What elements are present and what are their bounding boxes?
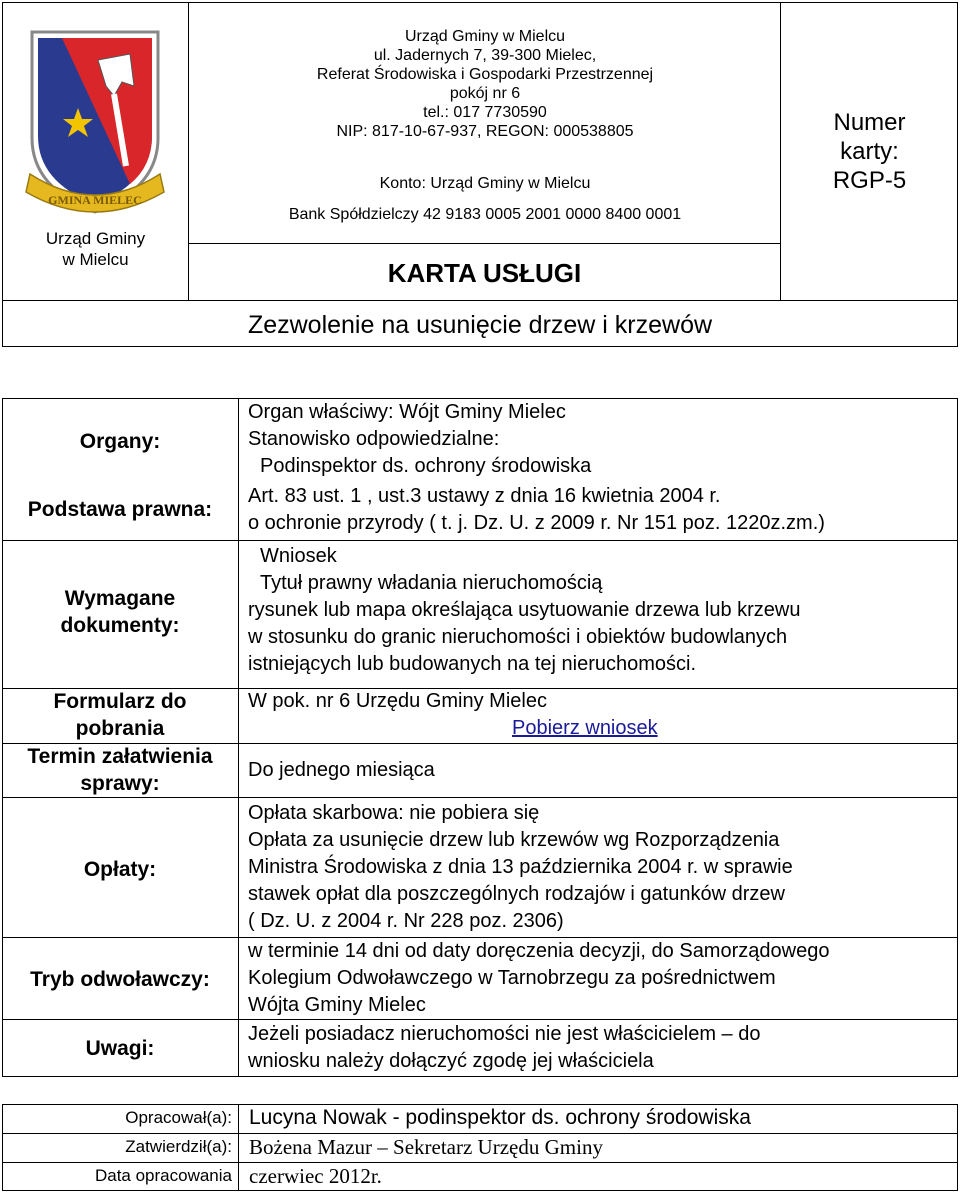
label-line: Formularz do bbox=[53, 690, 187, 713]
organy-line: Podinspektor ds. ochrony środowiska bbox=[260, 455, 592, 477]
document-item: Wniosek bbox=[260, 545, 337, 567]
oplaty-line: Opłata skarbowa: nie pobiera się bbox=[248, 802, 540, 824]
row-divider bbox=[2, 1019, 958, 1020]
office-address bbox=[189, 27, 781, 141]
subject-cell bbox=[2, 300, 958, 347]
card-number-cell bbox=[781, 108, 958, 195]
logo-caption bbox=[2, 228, 189, 270]
card-title-cell bbox=[189, 243, 780, 300]
tryb-line: w terminie 14 dni od daty doręczenia decyzji, do Samorządowego bbox=[248, 940, 830, 962]
termin-value: Do jednego miesiąca bbox=[248, 759, 435, 781]
date-label: Data opracowania bbox=[94, 1166, 232, 1185]
download-form-link[interactable]: Pobierz wniosek bbox=[512, 717, 658, 739]
label-formularz bbox=[2, 688, 238, 742]
approved-by-label: Zatwierdził(a): bbox=[125, 1137, 232, 1156]
row-divider bbox=[2, 797, 958, 798]
office-line: Urząd Gminy w Mielcu bbox=[404, 28, 566, 45]
document-item: Tytuł prawny władania nieruchomością bbox=[260, 572, 603, 594]
formularz-location: W pok. nr 6 Urzędu Gminy Mielec bbox=[248, 690, 547, 712]
label-podstawa-prawna: Podstawa prawna: bbox=[27, 498, 213, 521]
prepared-by-value: Lucyna Nowak - podinspektor ds. ochrony środowiska bbox=[249, 1106, 751, 1129]
coat-of-arms-logo bbox=[2, 16, 189, 231]
tryb-line: Kolegium Odwoławczego w Tarnobrzegu za pośrednictwem bbox=[248, 967, 776, 989]
bank-line: Bank Spółdzielczy 42 9183 0005 2001 0000 8400 0001 bbox=[288, 206, 682, 223]
card-number-value: RGP-5 bbox=[832, 167, 907, 194]
label-line: dokumenty: bbox=[60, 614, 180, 637]
dokumenty-value bbox=[239, 543, 957, 678]
label-line: pobrania bbox=[75, 717, 165, 740]
document-item: rysunek lub mapa określająca usytuowanie drzewa lub krzewu bbox=[248, 599, 801, 621]
logo-cell bbox=[2, 2, 189, 300]
organy-line: Organ właściwy: Wójt Gminy Mielec bbox=[248, 401, 566, 423]
card-title: KARTA USŁUGI bbox=[387, 258, 582, 288]
logo-caption-line-2: w Mielcu bbox=[62, 250, 129, 269]
oplaty-line: stawek opłat dla poszczególnych rodzajów i gatunków drzew bbox=[248, 883, 785, 905]
document-item: w stosunku do granic nieruchomości i obiektów budowlanych bbox=[248, 626, 788, 648]
label-line: Termin załatwienia bbox=[27, 745, 213, 768]
podstawa-line: Art. 83 ust. 1 , ust.3 ustawy z dnia 16 kwietnia 2004 r. bbox=[248, 485, 721, 507]
label-organy: Organy: bbox=[79, 430, 161, 453]
office-line: pokój nr 6 bbox=[449, 85, 521, 102]
uwagi-value bbox=[239, 1021, 957, 1075]
row-divider bbox=[2, 540, 958, 541]
podstawa-value bbox=[239, 483, 957, 537]
office-line: NIP: 817-10-67-937, REGON: 000538805 bbox=[336, 123, 634, 140]
label-tryb-odwolawczy: Tryb odwoławczy: bbox=[30, 968, 210, 991]
tryb-line: Wójta Gminy Mielec bbox=[248, 994, 426, 1016]
oplaty-line: ( Dz. U. z 2004 r. Nr 228 poz. 2306) bbox=[248, 910, 564, 932]
tryb-value bbox=[239, 938, 957, 1019]
label-oplaty: Opłaty: bbox=[83, 858, 157, 881]
label-line: Wymagane bbox=[64, 587, 176, 610]
oplaty-line: Opłata za usunięcie drzew lub krzewów wg Rozporządzenia bbox=[248, 829, 780, 851]
card-number-label-2: karty: bbox=[840, 138, 899, 165]
label-uwagi: Uwagi: bbox=[85, 1037, 155, 1060]
uwagi-line: Jeżeli posiadacz nieruchomości nie jest właścicielem – do bbox=[248, 1023, 761, 1045]
date-value: czerwiec 2012r. bbox=[249, 1164, 382, 1188]
label-termin bbox=[2, 743, 238, 797]
label-wymagane-dokumenty bbox=[2, 585, 238, 639]
prepared-by-label: Opracował(a): bbox=[125, 1108, 232, 1127]
formularz-value bbox=[239, 688, 957, 742]
logo-ribbon-text: GMINA MIELEC bbox=[48, 193, 142, 207]
office-line: ul. Jadernych 7, 39-300 Mielec, bbox=[373, 47, 597, 64]
label-line: sprawy: bbox=[80, 772, 160, 795]
podstawa-line: o ochronie przyrody ( t. j. Dz. U. z 2009 r. Nr 151 poz. 1220z.zm.) bbox=[248, 512, 825, 534]
document-item: istniejących lub budowanych na tej nieruchomości. bbox=[248, 653, 697, 675]
office-line: Referat Środowiska i Gospodarki Przestrzennej bbox=[316, 66, 654, 83]
oplaty-line: Ministra Środowiska z dnia 13 października 2004 r. w sprawie bbox=[248, 856, 793, 878]
download-link-wrap bbox=[248, 715, 957, 742]
office-info-cell bbox=[189, 2, 781, 300]
organy-value bbox=[239, 399, 957, 480]
approved-by-value: Bożena Mazur – Sekretarz Urzędu Gminy bbox=[249, 1135, 603, 1159]
logo-caption-line-1: Urząd Gminy bbox=[45, 229, 146, 248]
account-line: Konto: Urząd Gminy w Mielcu bbox=[379, 175, 591, 192]
organy-line: Stanowisko odpowiedzialne: bbox=[248, 428, 500, 450]
office-line: tel.: 017 7730590 bbox=[423, 104, 547, 121]
uwagi-line: wniosku należy dołączyć zgodę jej właściciela bbox=[248, 1050, 654, 1072]
oplaty-value bbox=[239, 800, 957, 935]
service-subject: Zezwolenie na usunięcie drzew i krzewów bbox=[247, 311, 713, 339]
card-number-label-1: Numer bbox=[833, 109, 906, 136]
